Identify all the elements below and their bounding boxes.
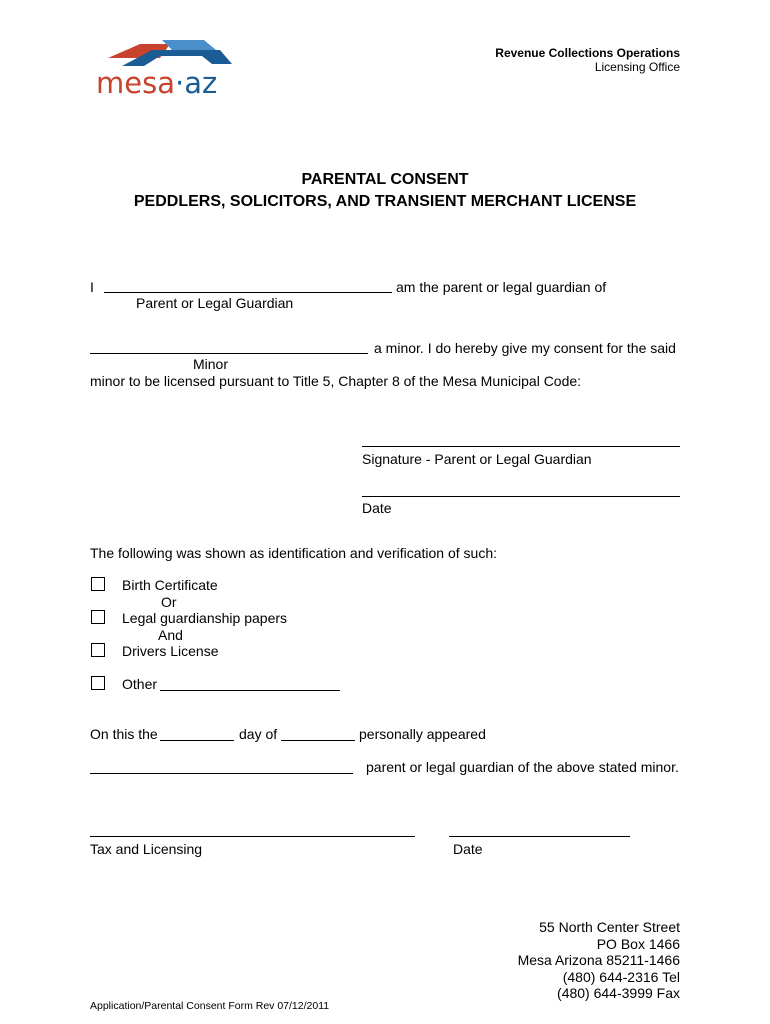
other-checkbox[interactable] [91, 676, 105, 690]
appearance-prefix: On this the [90, 726, 158, 742]
connector-and: And [158, 627, 183, 643]
appearance-line2-suffix: parent or legal guardian of the above stated minor. [366, 759, 679, 775]
guardian-signature-field[interactable] [362, 446, 680, 447]
header-office: Licensing Office [594, 60, 680, 74]
form-title: PARENTAL CONSENT [301, 171, 469, 188]
other-label: Other [122, 676, 158, 692]
guardian-caption: Parent or Legal Guardian [136, 295, 294, 311]
guardian-name-field[interactable] [104, 292, 392, 293]
minor-name-field[interactable] [90, 353, 368, 354]
minor-caption: Minor [193, 356, 229, 372]
appearance-suffix: personally appeared [359, 726, 486, 742]
logo-wordmark: mesa·az [96, 66, 218, 100]
address-city: Mesa Arizona 85211-1466 [517, 952, 680, 968]
bottom-date-field[interactable] [449, 836, 630, 837]
drivers-license-label: Drivers License [122, 643, 219, 659]
mountain-roof-icon [100, 36, 240, 70]
header-organization: Revenue Collections Operations [495, 46, 680, 60]
drivers-license-checkbox[interactable] [91, 643, 105, 657]
consent-prefix: I [90, 279, 94, 295]
guardian-signature-label: Signature - Parent or Legal Guardian [362, 451, 592, 467]
address-street: 55 North Center Street [539, 919, 680, 935]
month-field[interactable] [281, 740, 355, 741]
consent-continuation: minor to be licensed pursuant to Title 5, Chapter 8 of the Mesa Municipal Code: [90, 373, 582, 389]
identification-intro: The following was shown as identification and verification of such: [90, 545, 497, 561]
appeared-guardian-name-field[interactable] [90, 773, 353, 774]
guardian-suffix: am the parent or legal guardian of [396, 279, 607, 295]
appearance-day-of: day of [239, 726, 278, 742]
address-po-box: PO Box 1466 [596, 936, 680, 952]
minor-suffix: a minor. I do hereby give my consent for the said [374, 340, 676, 356]
form-revision-footer: Application/Parental Consent Form Rev 07/12/2011 [90, 1000, 330, 1012]
bottom-date-label: Date [453, 841, 483, 857]
birth-certificate-label: Birth Certificate [122, 577, 218, 593]
guardianship-papers-checkbox[interactable] [91, 610, 105, 624]
tax-licensing-signature-field[interactable] [90, 836, 415, 837]
tax-licensing-label: Tax and Licensing [90, 841, 203, 857]
other-specify-field[interactable] [160, 690, 340, 691]
connector-or: Or [161, 594, 177, 610]
day-field[interactable] [160, 740, 234, 741]
birth-certificate-checkbox[interactable] [91, 577, 105, 591]
signature-date-field[interactable] [362, 496, 680, 497]
address-phone: (480) 644-2316 Tel [562, 969, 680, 985]
form-subtitle: PEDDLERS, SOLICITORS, AND TRANSIENT MERCHANT LICENSE [133, 193, 637, 210]
signature-date-label: Date [362, 500, 392, 516]
address-fax: (480) 644-3999 Fax [557, 985, 680, 1001]
guardianship-papers-label: Legal guardianship papers [122, 610, 288, 626]
mesa-az-logo [96, 36, 246, 106]
